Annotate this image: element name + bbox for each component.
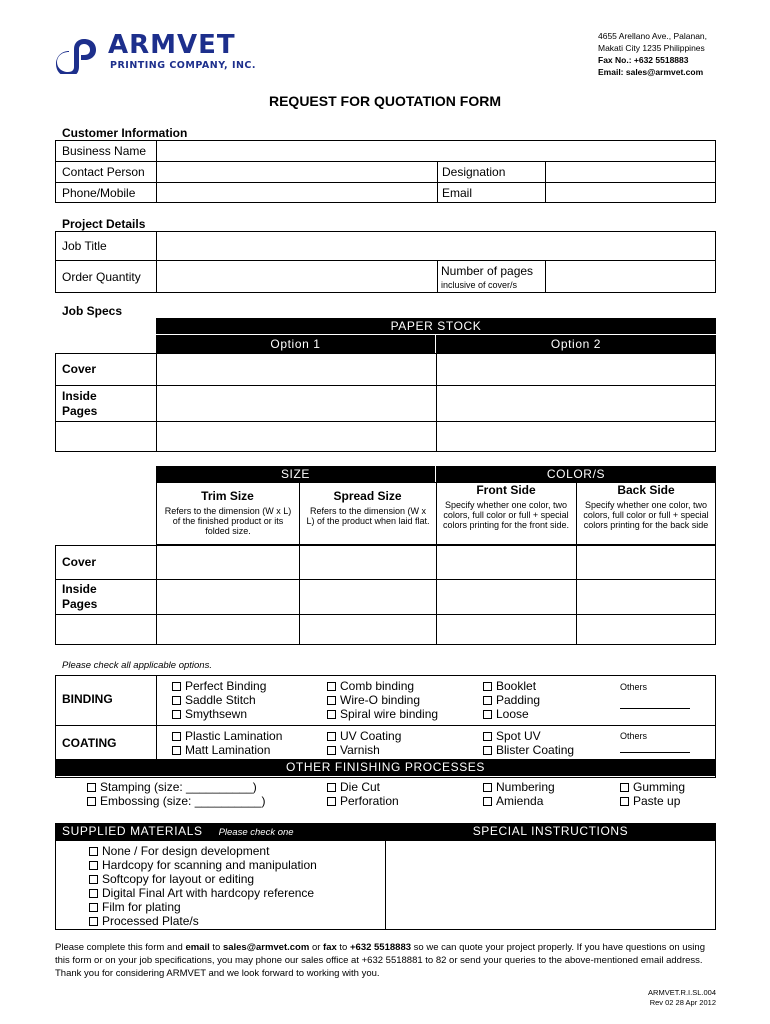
trim-size-label: Trim Size bbox=[201, 489, 254, 503]
option-booklet[interactable]: Booklet bbox=[483, 679, 540, 693]
checkbox-icon[interactable] bbox=[327, 732, 336, 741]
option-die-cut[interactable]: Die Cut bbox=[327, 780, 399, 794]
checkbox-icon[interactable] bbox=[89, 861, 98, 870]
checkbox-icon[interactable] bbox=[327, 710, 336, 719]
finishing-col4 bbox=[620, 780, 685, 808]
binding-label: BINDING bbox=[62, 692, 113, 706]
option-varnish[interactable]: Varnish bbox=[327, 743, 401, 757]
spread-size-note: Refers to the dimension (W x L) of the product when laid flat. bbox=[306, 506, 430, 526]
checkbox-icon[interactable] bbox=[327, 797, 336, 806]
size-header: SIZE bbox=[156, 466, 435, 482]
checkbox-icon[interactable] bbox=[483, 696, 492, 705]
option-digital-final-art[interactable]: Digital Final Art with hardcopy reference bbox=[89, 886, 317, 900]
designation-field[interactable] bbox=[547, 162, 714, 181]
document-revision: Rev 02 28 Apr 2012 bbox=[649, 998, 716, 1007]
option-spiral-wire-binding[interactable]: Spiral wire binding bbox=[327, 707, 438, 721]
paper-inside-option1-field[interactable] bbox=[158, 386, 434, 420]
option-uv-coating[interactable]: UV Coating bbox=[327, 729, 401, 743]
option-blister-coating[interactable]: Blister Coating bbox=[483, 743, 574, 757]
paper-inside-option2-field[interactable] bbox=[438, 386, 714, 420]
checkbox-icon[interactable] bbox=[620, 783, 629, 792]
checkbox-icon[interactable] bbox=[87, 783, 96, 792]
business-name-label: Business Name bbox=[62, 144, 147, 158]
supplied-materials-hint: Please check one bbox=[218, 827, 294, 838]
option-softcopy[interactable]: Softcopy for layout or editing bbox=[89, 872, 317, 886]
option-padding[interactable]: Padding bbox=[483, 693, 540, 707]
num-pages-note: inclusive of cover/s bbox=[441, 280, 518, 290]
cover-trim-field[interactable] bbox=[158, 546, 298, 578]
binding-col1 bbox=[172, 679, 266, 721]
checkbox-icon[interactable] bbox=[89, 903, 98, 912]
inside-front-field[interactable] bbox=[438, 580, 575, 613]
option-comb-binding[interactable]: Comb binding bbox=[327, 679, 438, 693]
checkbox-icon[interactable] bbox=[172, 732, 181, 741]
trim-size-note: Refers to the dimension (W x L) of the finished product or its folded size. bbox=[164, 506, 292, 536]
checkbox-icon[interactable] bbox=[172, 696, 181, 705]
paper-cover-option2-field[interactable] bbox=[438, 354, 714, 384]
binding-col2 bbox=[327, 679, 438, 721]
project-details-heading: Project Details bbox=[62, 217, 146, 231]
checkbox-icon[interactable] bbox=[172, 746, 181, 755]
cover-spread-field[interactable] bbox=[301, 546, 435, 578]
binding-col3 bbox=[483, 679, 540, 721]
size-pages-label: Pages bbox=[62, 597, 98, 611]
designation-label: Designation bbox=[442, 165, 506, 179]
finishing-col3 bbox=[483, 780, 555, 808]
option-wire-o-binding[interactable]: Wire-O binding bbox=[327, 693, 438, 707]
checkbox-icon[interactable] bbox=[483, 682, 492, 691]
option-numbering[interactable]: Numbering bbox=[483, 780, 555, 794]
checkbox-icon[interactable] bbox=[89, 917, 98, 926]
email-field[interactable] bbox=[547, 183, 714, 202]
option-plastic-lamination[interactable]: Plastic Lamination bbox=[172, 729, 282, 743]
checkbox-icon[interactable] bbox=[327, 682, 336, 691]
cover-back-field[interactable] bbox=[578, 546, 715, 578]
option-amienda[interactable]: Amienda bbox=[483, 794, 555, 808]
checkbox-icon[interactable] bbox=[89, 889, 98, 898]
option-processed-plates[interactable]: Processed Plate/s bbox=[89, 914, 317, 928]
spread-size-label: Spread Size bbox=[333, 489, 402, 503]
option-none-design[interactable]: None / For design development bbox=[89, 844, 317, 858]
option-matt-lamination[interactable]: Matt Lamination bbox=[172, 743, 282, 757]
job-specs-heading: Job Specs bbox=[62, 304, 123, 318]
option-spot-uv[interactable]: Spot UV bbox=[483, 729, 574, 743]
finishing-col1 bbox=[87, 780, 265, 808]
option-perfect-binding[interactable]: Perfect Binding bbox=[172, 679, 266, 693]
checkbox-icon[interactable] bbox=[172, 682, 181, 691]
front-side-note: Specify whether one color, two colors, full color or full + special colors printing for the front side. bbox=[442, 500, 570, 530]
checkbox-icon[interactable] bbox=[483, 732, 492, 741]
contact-person-field[interactable] bbox=[158, 162, 436, 181]
business-name-field[interactable] bbox=[158, 141, 714, 160]
inside-trim-field[interactable] bbox=[158, 580, 298, 613]
option-saddle-stitch[interactable]: Saddle Stitch bbox=[172, 693, 266, 707]
paper-inside-label: Inside bbox=[62, 389, 97, 403]
option-smythsewn[interactable]: Smythsewn bbox=[172, 707, 266, 721]
checkbox-icon[interactable] bbox=[483, 783, 492, 792]
order-quantity-label: Order Quantity bbox=[62, 270, 141, 284]
option-perforation[interactable]: Perforation bbox=[327, 794, 399, 808]
address-line-2: Makati City 1235 Philippines bbox=[598, 43, 705, 53]
company-subtitle: PRINTING COMPANY, INC. bbox=[110, 60, 257, 71]
paper-cover-option1-field[interactable] bbox=[158, 354, 434, 384]
form-title: REQUEST FOR QUOTATION FORM bbox=[268, 93, 502, 109]
paper-pages-label: Pages bbox=[62, 404, 98, 418]
phone-label: Phone/Mobile bbox=[62, 186, 136, 200]
coating-col1 bbox=[172, 729, 282, 757]
document-reference bbox=[640, 988, 716, 1008]
back-side-label: Back Side bbox=[617, 483, 675, 497]
option-film-plating[interactable]: Film for plating bbox=[89, 900, 317, 914]
checkbox-icon[interactable] bbox=[620, 797, 629, 806]
checkbox-icon[interactable] bbox=[327, 696, 336, 705]
inside-back-field[interactable] bbox=[578, 580, 715, 613]
checkbox-icon[interactable] bbox=[327, 783, 336, 792]
supplied-materials-label: SUPPLIED MATERIALS bbox=[62, 824, 203, 838]
cover-front-field[interactable] bbox=[438, 546, 575, 578]
checkbox-icon[interactable] bbox=[87, 797, 96, 806]
coating-others-field[interactable] bbox=[620, 752, 690, 753]
option-stamping[interactable]: Stamping (size: __________) bbox=[87, 780, 265, 794]
binding-others-label: Others bbox=[620, 682, 648, 692]
front-side-label: Front Side bbox=[476, 483, 536, 497]
option2-header: Option 2 bbox=[436, 335, 716, 353]
checkbox-icon[interactable] bbox=[483, 710, 492, 719]
options-note: Please check all applicable options. bbox=[62, 660, 212, 671]
job-title-field[interactable] bbox=[158, 232, 714, 259]
size-inside-label: Inside bbox=[62, 582, 97, 596]
checkbox-icon[interactable] bbox=[483, 746, 492, 755]
address-line-1: 4655 Arellano Ave., Palanan, bbox=[598, 31, 708, 41]
phone-field[interactable] bbox=[158, 183, 436, 202]
footer-text: Please complete this form and email to sales@armvet.com or fax to +632 5518883 so we can quote your project properly. If you have questions on using this form or on your job specifications, you may phone our sales office at +632 5518881 to 82 or send your queries to the above-mentioned email address. Thank you for considering ARMVET and we look forward to working with you. bbox=[55, 942, 705, 979]
option-paste-up[interactable]: Paste up bbox=[620, 794, 685, 808]
document-code: ARMVET.R.I.SL.004 bbox=[648, 988, 716, 997]
coating-col2 bbox=[327, 729, 401, 757]
coating-col3 bbox=[483, 729, 574, 757]
order-quantity-field[interactable] bbox=[158, 261, 436, 292]
checkbox-icon[interactable] bbox=[89, 875, 98, 884]
fax-number: Fax No.: +632 5518883 bbox=[598, 55, 689, 65]
checkbox-icon[interactable] bbox=[89, 847, 98, 856]
size-cover-label: Cover bbox=[62, 555, 97, 569]
colors-header: COLOR/S bbox=[436, 466, 716, 482]
binding-others-field[interactable] bbox=[620, 708, 690, 709]
supplied-materials-header bbox=[55, 823, 385, 840]
special-instructions-header: SPECIAL INSTRUCTIONS bbox=[385, 823, 716, 840]
supplied-materials-list bbox=[89, 844, 317, 928]
checkbox-icon[interactable] bbox=[172, 710, 181, 719]
option-gumming[interactable]: Gumming bbox=[620, 780, 685, 794]
paper-cover-label: Cover bbox=[62, 362, 97, 376]
email-label: Email bbox=[442, 186, 473, 200]
job-title-label: Job Title bbox=[62, 239, 107, 253]
company-address bbox=[598, 30, 707, 78]
num-pages-label: Number of pages bbox=[441, 264, 534, 278]
finishing-col2 bbox=[327, 780, 399, 808]
paper-stock-header: PAPER STOCK bbox=[156, 318, 716, 334]
contact-person-label: Contact Person bbox=[62, 165, 145, 179]
coating-others-label: Others bbox=[620, 731, 648, 741]
option-hardcopy-scanning[interactable]: Hardcopy for scanning and manipulation bbox=[89, 858, 317, 872]
other-finishing-header: OTHER FINISHING PROCESSES bbox=[55, 759, 716, 776]
option-loose[interactable]: Loose bbox=[483, 707, 540, 721]
company-email: Email: sales@armvet.com bbox=[598, 67, 704, 77]
inside-spread-field[interactable] bbox=[301, 580, 435, 613]
option1-header: Option 1 bbox=[156, 335, 435, 353]
option-embossing[interactable]: Embossing (size: __________) bbox=[87, 794, 265, 808]
back-side-note: Specify whether one color, two colors, full color or full + special colors printing for the back side bbox=[583, 500, 709, 530]
special-instructions-field[interactable] bbox=[387, 841, 715, 929]
company-name: ARMVET bbox=[108, 30, 236, 60]
num-pages-field[interactable] bbox=[547, 261, 714, 292]
checkbox-icon[interactable] bbox=[327, 746, 336, 755]
customer-info-heading: Customer Information bbox=[62, 126, 188, 140]
footer-email-link[interactable]: sales@armvet.com bbox=[222, 942, 310, 953]
checkbox-icon[interactable] bbox=[483, 797, 492, 806]
coating-label: COATING bbox=[62, 736, 117, 750]
